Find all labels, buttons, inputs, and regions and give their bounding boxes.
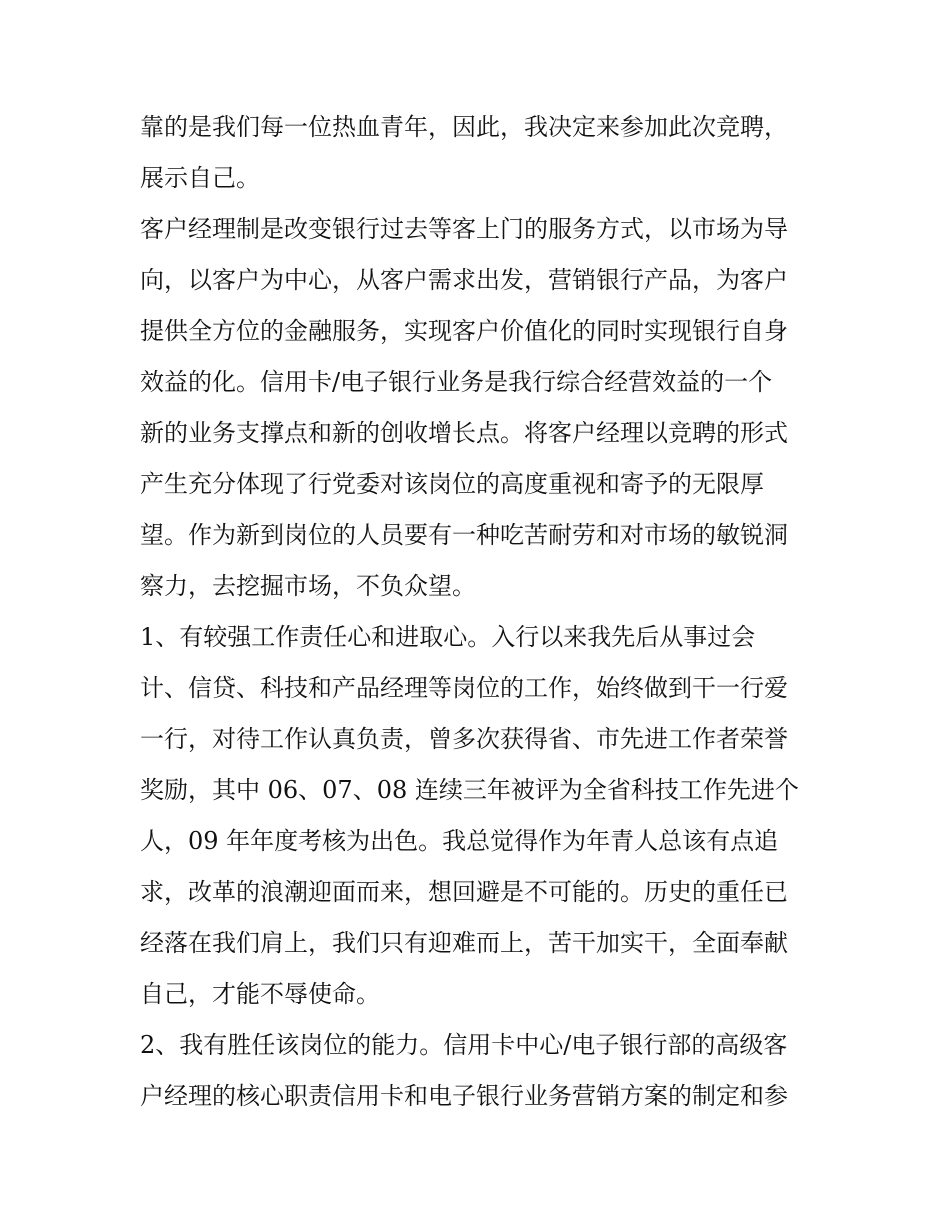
text-line: 靠的是我们每一位热血青年，因此，我决定来参加此次竞聘， bbox=[140, 113, 788, 141]
text-line: 望。作为新到岗位的人员要有一种吃苦耐劳和对市场的敏锐洞 bbox=[140, 521, 788, 549]
text-line: 察力，去挖掘市场，不负众望。 bbox=[140, 572, 476, 600]
text-line: 计、信贷、科技和产品经理等岗位的工作，始终做到干一行爱 bbox=[140, 674, 788, 702]
text-line: 2、我有胜任该岗位的能力。信用卡中心/电子银行部的高级客 bbox=[140, 1031, 788, 1059]
text-line: 1、有较强工作责任心和进取心。入行以来我先后从事过会 bbox=[140, 623, 756, 651]
text-line: 展示自己。 bbox=[140, 164, 260, 192]
text-line: 户经理的核心职责信用卡和电子银行业务营销方案的制定和参 bbox=[140, 1082, 788, 1110]
text-line: 一行，对待工作认真负责，曾多次获得省、市先进工作者荣誉 bbox=[140, 725, 788, 753]
text-line: 客户经理制是改变银行过去等客上门的服务方式，以市场为导 bbox=[140, 215, 788, 243]
document-body bbox=[140, 102, 820, 1122]
text-line: 人，09 年年度考核为出色。我总觉得作为年青人总该有点追 bbox=[140, 827, 779, 855]
text-line: 经落在我们肩上，我们只有迎难而上，苦干加实干，全面奉献 bbox=[140, 929, 788, 957]
text-line: 向，以客户为中心，从客户需求出发，营销银行产品，为客户 bbox=[140, 266, 788, 294]
text-line: 提供全方位的金融服务，实现客户价值化的同时实现银行自身 bbox=[140, 317, 788, 345]
text-line: 效益的化。信用卡/电子银行业务是我行综合经营效益的一个 bbox=[140, 368, 773, 396]
text-line: 求，改革的浪潮迎面而来，想回避是不可能的。历史的重任已 bbox=[140, 878, 788, 906]
text-line: 自己，才能不辱使命。 bbox=[140, 980, 380, 1008]
text-line: 新的业务支撑点和新的创收增长点。将客户经理以竞聘的形式 bbox=[140, 419, 788, 447]
text-line: 奖励，其中 06、07、08 连续三年被评为全省科技工作先进个 bbox=[140, 776, 799, 804]
text-line: 产生充分体现了行党委对该岗位的高度重视和寄予的无限厚 bbox=[140, 470, 764, 498]
